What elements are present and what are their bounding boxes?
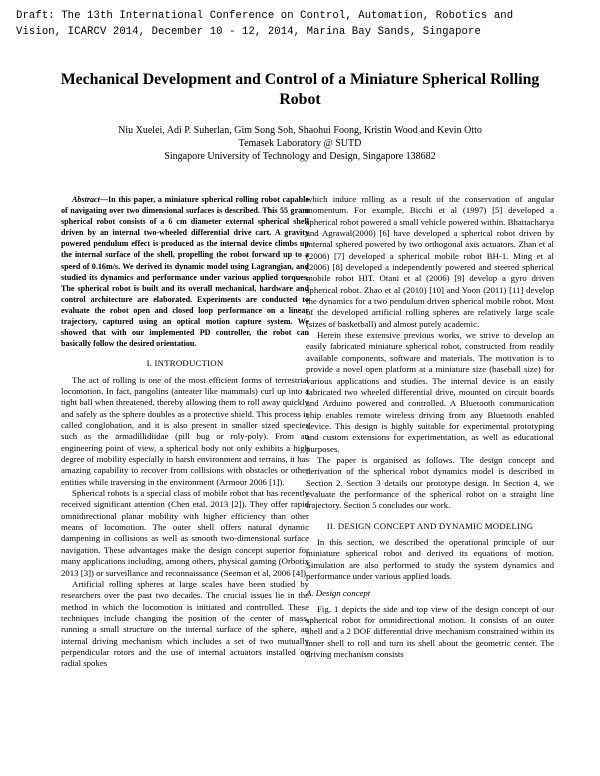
author-list: Niu Xuelei, Adi P. Suherlan, Gim Song Soh, Shaohui Foong, Kristin Wood and Kevin Otto (118, 125, 482, 136)
abstract-text: —In this paper, a miniature spherical rolling robot capable of navigating over two dimensional surfaces is described. This 55 gram spherical robot consists of a 6 cm diameter external spherical shell driven by an internal two-wheeled differential drive cart. A gravity powered pendulum effect is produced as the internal device climbs up the internal surface of the shell, propelling the robot forward up to a speed of 0.16m/s. We derived its dynamic model using Lagrangian, and studied its dynamics and performance under various applied torques. The spherical robot is built and its overall mechanical, hardware and control architecture are elaborated. Experiments are conducted to evaluate the robot open and closed loop performance on a linear trajectory, captured using an optical motion capture system. We showed that with our implemented PD controller, the robot can basically follow the desired orientation. (61, 195, 309, 349)
intro-paragraph-3-continued: which induce rolling as a result of the conservation of angular momentum. For example, Bicchi et al (1997) [5] developed a spherical robot powered a small vehicle powered within. Bhattacharya and Agrawal(2000) [6] have developed a spherical robot driven by internal sphered powered by two orthogonal axis actuators. Zhan et al (2006) [7] developed a spherical mobile robot BH-1. Ming et al (2006) [8] developed a independently powered and steered spherical mobile robot HIT. Otani et al (2006) [9] develop a gyro driven spherical robot. Zhao et al (2010) [10] and Yoon (2011) [11] develop the dynamics for a two pendulum driven spherical mobile robot. Most of the developed artificial rolling spheres are relatively large scale (sizes of basketball) and almost purely academic. (306, 194, 554, 329)
paper-title: Mechanical Development and Control of a Miniature Spherical Rolling Robot (60, 71, 540, 108)
author-block (20, 124, 580, 163)
draft-header (16, 8, 592, 40)
intro-paragraph-4: Herein these extensive previous works, we strive to develop an easily fabricated miniature spherical robot, constructed from readily available components, software and materials. The motivation is to provide a novel open platform at a miniature size (baseball size) for various applications and studies. The internal device is an easily fabricated two wheeled differential drive, mounted on circuit boards and Arduino powered and controlled. A Bluetooth communication chip enables remote wireless driving from any Bluetooth enabled device. This design is highly suitable for experimental prototyping and custom extensions for experimentation, as well as educational purposes. (306, 330, 554, 454)
design-paragraph-2: Fig. 1 depicts the side and top view of the design concept of our spherical robot for omnidirectional motion. It consists of an outer shell and a 2 DOF differential drive mechanism constrained within its inner shell to roll and turn its shell about the geometric center. The driving mechanism consists (306, 603, 554, 660)
abstract-lead: Abstract (72, 195, 100, 204)
right-column (306, 194, 554, 660)
draft-line-1: Draft: The 13th International Conference on Control, Automation, Robotics and (16, 10, 514, 22)
section-heading-design: II. DESIGN CONCEPT AND DYNAMIC MODELING (326, 520, 534, 531)
section-heading-introduction: I. INTRODUCTION (146, 358, 224, 369)
design-paragraph-1: In this section, we described the operational principle of our miniature spherical robot and derived its equations of motion. Simulation are also performed to study the system dynamics and performance under various applied loads. (306, 536, 554, 581)
left-column (61, 194, 309, 670)
intro-paragraph-5: The paper is organised as follows. The design concept and derivation of the spherical robot dynamics model is described in Section 2. Section 3 details our prototype design. In Section 4, we evaluate the performance of the spherical robot on a straight line trajectory. Section 5 concludes our work. (306, 454, 554, 511)
intro-paragraph-1: The act of rolling is one of the most efficient forms of terrestrial locomotion. In fact, pangolins (anteater like mammals) curl up into a tight ball when threatened, thereby allowing them to roll away quickly and safely as the sphere doubles as a protective shield. This process is called conglobation, and it is also present in smaller sized species such as the armadillidiidae (pill bug or roly-poly). From an engineering point of view, a spherical body not only exhibits a high degree of mobility especially in harsh environment and terrains, it has amazing capability to recover from collisions with obstacles or other entities while traversing in the environment (Armour 2006 [1]). (61, 374, 309, 487)
intro-paragraph-2: Spherical robots is a special class of mobile robot that has recently received significant attention (Chen etal. 2013 [2]). They offer rapid omnidirectional planar mobility with higher efficiency than other means of locomotion. The outer shell offers natural dynamic dampening in collisions as well as smooth two-dimensional surface navigation. These advantages make the design concept superior for many applications including, among others, physical gaming (Orbotix 2013 [3]) or surveillance and reconnaissance (Seeman et al, 2006 [4]). (61, 488, 309, 578)
intro-paragraph-3: Artificial rolling spheres at large scales have been studied by researchers over the past two decades. The crucial issues lie in the method in which the locomotion is initiated and controlled. These techniques include changing the position of the center of mass, running a small structure on the internal surface of the sphere, an internal driving mechanism which includes a set of two mutually perpendicular rotors and the use of internal actuators installed on radial spokes (61, 578, 309, 669)
affiliation-university: Singapore University of Technology and Design, Singapore 138682 (164, 151, 436, 162)
draft-line-2: Vision, ICARCV 2014, December 10 - 12, 2014, Marina Bay Sands, Singapore (16, 26, 481, 38)
subsection-heading-design-concept: A. Design concept (306, 588, 371, 599)
affiliation-lab: Temasek Laboratory @ SUTD (238, 138, 362, 149)
abstract (61, 194, 309, 349)
